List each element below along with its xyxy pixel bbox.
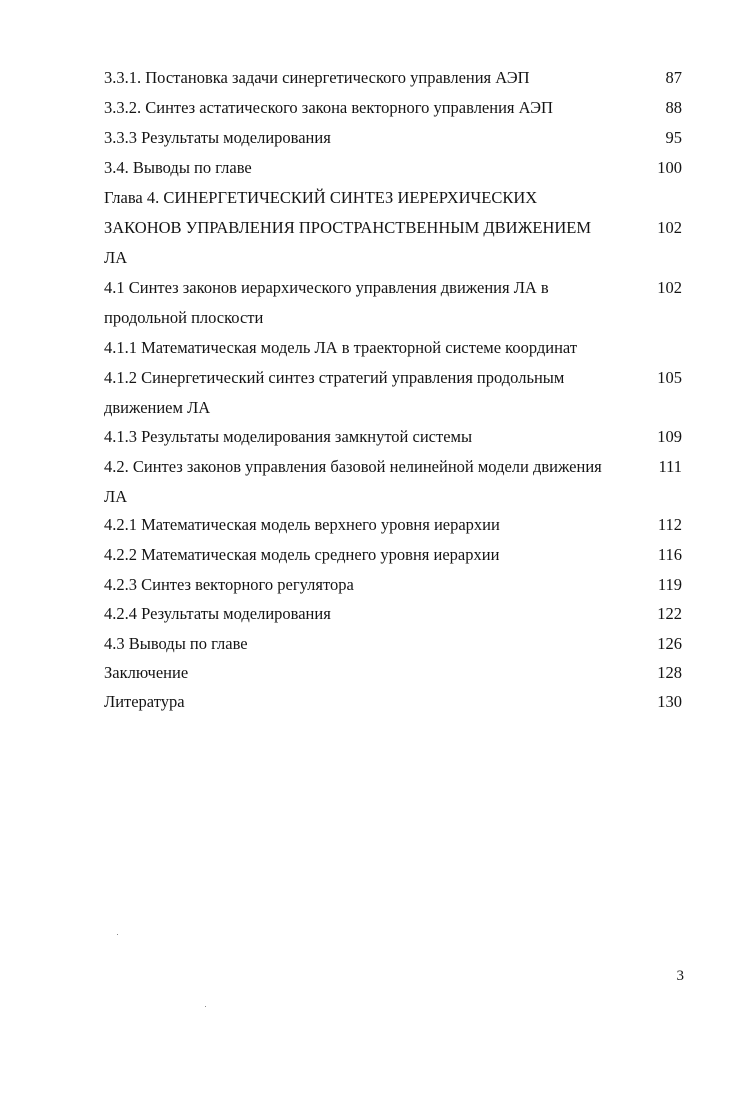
toc-entry-title: Литература xyxy=(104,692,185,711)
toc-entry-title: 4.2. Синтез законов управления базовой нелинейной модели движения ЛА xyxy=(104,457,602,506)
scan-speck xyxy=(205,1006,206,1007)
toc-entry-page: 100 xyxy=(657,158,682,177)
scan-speck xyxy=(117,934,118,935)
toc-entry-title: 4.1 Синтез законов иерархического управления движения ЛА в продольной плоскости xyxy=(104,278,549,327)
toc-entry-title: 4.2.3 Синтез векторного регулятора xyxy=(104,575,354,594)
toc-entry-page: 119 xyxy=(657,575,682,594)
toc-entry-title: Заключение xyxy=(104,663,189,682)
toc-entry-page: 105 xyxy=(657,368,682,387)
toc-entry-title: 4.1.2 Синергетический синтез стратегий управления продольным движением ЛА xyxy=(104,368,565,417)
toc-entry-page: 88 xyxy=(665,98,682,117)
toc-entry-page: 102 xyxy=(657,278,682,297)
toc-entry-title: 4.1.3 Результаты моделирования замкнутой системы xyxy=(104,427,473,446)
toc-entry-title: 4.2.2 Математическая модель среднего уровня иерархии xyxy=(104,545,500,564)
toc-entry-page: 109 xyxy=(657,427,682,446)
toc-entry-title: 4.2.4 Результаты моделирования xyxy=(104,604,331,623)
toc-entry-title: 3.4. Выводы по главе xyxy=(104,158,252,177)
toc-entry-title: 3.3.1. Постановка задачи синергетического управления АЭП xyxy=(104,68,530,87)
toc-entry-page: 130 xyxy=(657,692,682,711)
toc-entry-page: 95 xyxy=(665,128,682,147)
toc-entry-page: 122 xyxy=(657,604,682,623)
toc-entry-title: 4.1.1 Математическая модель ЛА в траекторной системе координат xyxy=(104,338,578,357)
toc-entry-page: 126 xyxy=(657,634,682,653)
toc-entry-page: 112 xyxy=(657,515,682,534)
toc-entry-title: 3.3.2. Синтез астатического закона векторного управления АЭП xyxy=(104,98,553,117)
toc-entry-title: 4.2.1 Математическая модель верхнего уровня иерархии xyxy=(104,515,500,534)
toc-entry-page: 111 xyxy=(658,457,682,476)
toc-entry-page: 87 xyxy=(665,68,682,87)
toc-entry-title: Глава 4. СИНЕРГЕТИЧЕСКИЙ СИНТЕЗ ИЕРЕРХИЧЕСКИХ ЗАКОНОВ УПРАВЛЕНИЯ ПРОСТРАНСТВЕННЫМ ДВИЖЕНИЕМ ЛА xyxy=(104,188,592,267)
toc-entry-page: 116 xyxy=(657,545,682,564)
toc-entry-title: 3.3.3 Результаты моделирования xyxy=(104,128,331,147)
page-number: 3 xyxy=(676,968,684,984)
toc-entry-page: 102 xyxy=(657,218,682,237)
toc-entry-title: 4.3 Выводы по главе xyxy=(104,634,248,653)
toc-entry-page: 128 xyxy=(657,663,682,682)
